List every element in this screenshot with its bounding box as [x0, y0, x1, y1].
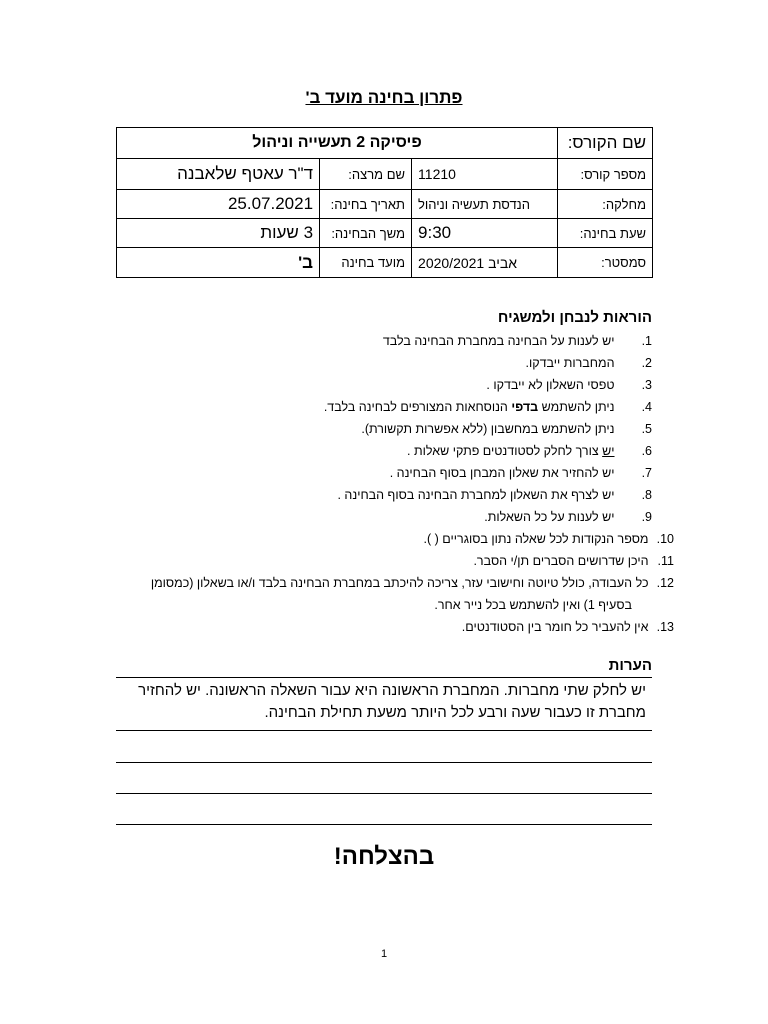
exam-duration-label: משך הבחינה:: [320, 219, 412, 248]
list-item: 3. טפסי השאלון לא ייבדקו .: [486, 378, 652, 392]
instruction-text: ניתן להשתמש במחשבון (ללא אפשרות תקשורת).: [361, 422, 615, 436]
instruction-text-continued: בסעיף 1) ואין להשתמש בכל נייר אחר.: [434, 598, 632, 612]
list-item: 4. ניתן להשתמש בדפי הנוסחאות המצורפים לבחינה בלבד.: [323, 400, 652, 414]
exam-info-table: [116, 127, 653, 278]
exam-date-value: 25.07.2021: [117, 190, 320, 219]
list-item: 9. יש לענות על כל השאלות.: [484, 510, 652, 524]
exam-session-label: מועד בחינה: [320, 248, 412, 278]
instructions-heading: הוראות לנבחן ולמשגיח: [497, 309, 652, 326]
list-item: 13. אין להעביר כל חומר בין הסטודנטים.: [461, 620, 674, 634]
list-item: 7. יש להחזיר את שאלון המבחן בסוף הבחינה .: [389, 466, 652, 480]
notes-heading: הערות: [608, 657, 652, 674]
instruction-text: כל העבודה, כולל טיוטה וחישובי עזר, צריכה להיכתב במחברת הבחינה בלבד ו/או בשאלון (כמסומן: [150, 576, 649, 590]
instruction-text: יש לענות על הבחינה במחברת הבחינה בלבד: [382, 334, 615, 348]
instruction-text: יש צורך לחלק לסטודנטים פתקי שאלות .: [407, 444, 615, 458]
page-title: פתרון בחינה מועד ב': [305, 88, 463, 107]
info-row: [117, 159, 653, 190]
instruction-text: יש לצרף את השאלון למחברת הבחינה בסוף הבחינה .: [337, 488, 615, 502]
instruction-text: יש להחזיר את שאלון המבחן בסוף הבחינה .: [389, 466, 615, 480]
course-number-label: מספר קורס:: [558, 159, 653, 190]
instruction-text: אין להעביר כל חומר בין הסטודנטים.: [461, 620, 649, 634]
instructions-list: [72, 332, 674, 640]
exam-duration-value: 3 שעות: [117, 219, 320, 248]
good-luck-text: בהצלחה!: [333, 843, 435, 870]
list-item: 8. יש לצרף את השאלון למחברת הבחינה בסוף הבחינה .: [337, 488, 652, 502]
exam-date-label: תאריך בחינה:: [320, 190, 412, 219]
list-item: 2. המחברות ייבדקו.: [525, 356, 652, 370]
info-row: [117, 190, 653, 219]
course-name-row: [117, 128, 653, 159]
blank-line: [116, 793, 652, 794]
exam-time-value: 9:30: [412, 219, 558, 248]
list-item: 6. יש צורך לחלק לסטודנטים פתקי שאלות .: [407, 444, 652, 458]
course-name-value: פיסיקה 2 תעשייה וניהול: [117, 128, 558, 159]
exam-session-value: ב': [117, 248, 320, 278]
department-value: הנדסת תעשיה וניהול: [412, 190, 558, 219]
blank-line: [116, 762, 652, 763]
list-item: 5. ניתן להשתמש במחשבון (ללא אפשרות תקשורת).: [361, 422, 652, 436]
blank-line: [116, 824, 652, 825]
list-item: 11. היכן שדרושים הסברים תן/י הסבר.: [473, 554, 674, 568]
list-item: 10. מספר הנקודות לכל שאלה נתון בסוגריים ( ).: [423, 532, 674, 546]
instruction-text: היכן שדרושים הסברים תן/י הסבר.: [473, 554, 649, 568]
list-item: 12. כל העבודה, כולל טיוטה וחישובי עזר, צריכה להיכתב במחברת הבחינה בלבד ו/או בשאלון (כמסומן בסעיף 1) ואין להשתמש בכל נייר אחר.: [72, 574, 652, 618]
page-number: 1: [380, 948, 388, 960]
list-item: 1. יש לענות על הבחינה במחברת הבחינה בלבד: [382, 334, 652, 348]
instruction-text: מספר הנקודות לכל שאלה נתון בסוגריים ( ).: [423, 532, 649, 546]
course-name-label: שם הקורס:: [558, 128, 653, 159]
notes-text: יש לחלק שתי מחברות. המחברת הראשונה היא עבור השאלה הראשונה. יש להחזיר מחברת זו כעבור שעה ורבע לכל היותר משעת תחילת הבחינה.: [116, 677, 652, 731]
instruction-text: טפסי השאלון לא ייבדקו .: [486, 378, 615, 392]
semester-label: סמסטר:: [558, 248, 653, 278]
course-number-value: 11210: [412, 159, 558, 190]
semester-value: אביב 2020/2021: [412, 248, 558, 278]
instruction-text: המחברות ייבדקו.: [525, 356, 615, 370]
exam-time-label: שעת בחינה:: [558, 219, 653, 248]
info-row: [117, 219, 653, 248]
lecturer-label: שם מרצה:: [320, 159, 412, 190]
instruction-text: יש לענות על כל השאלות.: [484, 510, 615, 524]
lecturer-value: ד"ר עאטף שלאבנה: [117, 159, 320, 190]
notes-box: [116, 677, 652, 731]
info-row: [117, 248, 653, 278]
instruction-text: ניתן להשתמש בדפי הנוסחאות המצורפים לבחינה בלבד.: [323, 400, 615, 414]
department-label: מחלקה:: [558, 190, 653, 219]
